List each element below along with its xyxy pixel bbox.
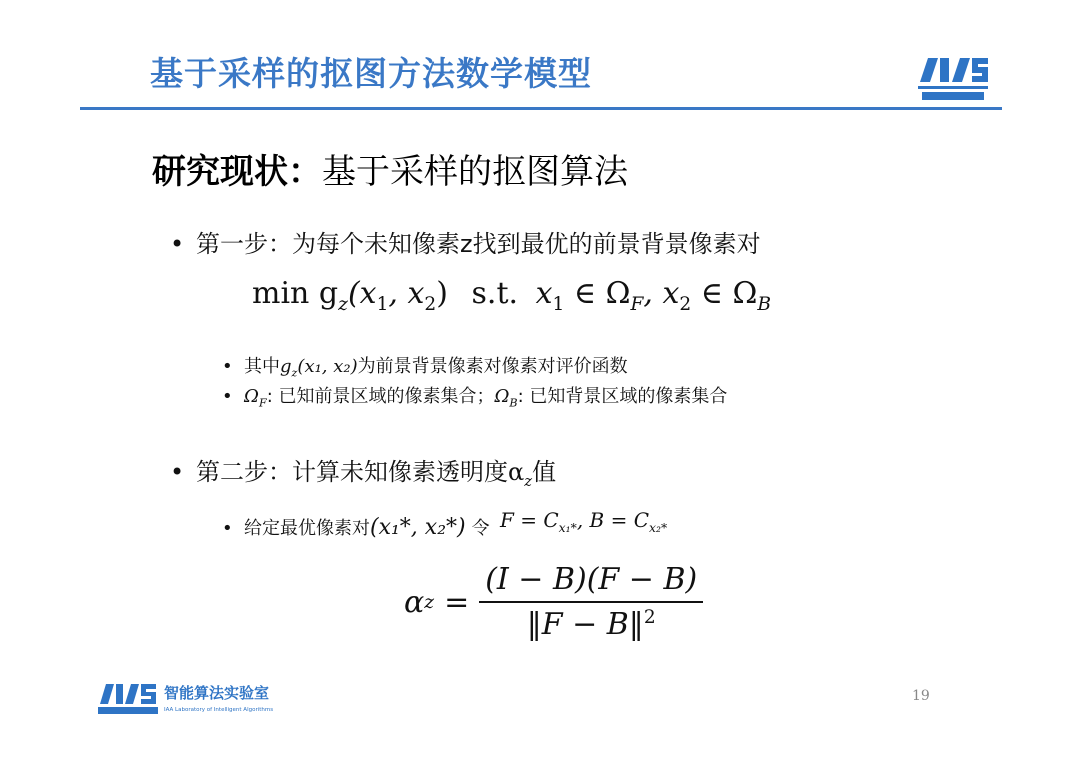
note-sample-sets: • $\Omega_F$: 已知前景区域的像素集合；$\Omega_B$: 已知背景区域的像素集合: [222, 386, 728, 410]
args-close: ): [436, 276, 448, 311]
step-two-text: 第二步：计算未知像素透明度: [196, 458, 508, 486]
optimization-formula: $\min g_z(x_1$, $x_2$) s.t. $x_1$ ∈ $\Omega_F$, $x_2$ ∈ $\Omega_B$: [252, 276, 772, 315]
x1-subscript: 1: [376, 294, 389, 315]
note-given-pair: • 给定最优像素对(x₁*, x₂*) 令: [222, 515, 490, 540]
step-two-alpha-sub: z: [524, 471, 533, 490]
assignment-formula: [500, 508, 667, 535]
omega-b-sub: B: [509, 396, 518, 410]
f-assign: F = C: [500, 508, 559, 532]
step-two-bullet: • 第二步：计算未知像素透明度$\alpha_z$值: [170, 458, 557, 490]
alpha-equals: =: [444, 584, 470, 620]
subject-to: s.t.: [471, 276, 519, 311]
g-subscript: z: [338, 294, 348, 315]
alpha-lhs: α: [404, 584, 425, 620]
omega-f-symbol: Ω: [244, 386, 259, 407]
step-two-suffix: 值: [532, 458, 557, 486]
alpha-fraction: [479, 562, 703, 642]
f-assign-sub: x₁*: [558, 520, 577, 535]
cond2-var: , x: [643, 276, 680, 311]
page-number: 19: [912, 688, 930, 704]
note3-text: 给定最优像素对: [244, 518, 370, 539]
alpha-den-norm: ‖F − B‖: [526, 607, 644, 642]
lab-logo-footer: [98, 680, 308, 716]
b-assign: , B = C: [576, 508, 649, 532]
omega-f-sub: F: [258, 396, 267, 410]
step-one-text: 第一步：为每个未知像素z找到最优的前景背景像素对: [196, 230, 761, 258]
step-two-alpha: α: [508, 458, 525, 486]
note-evaluation-function: • 其中$g_z(x_1$, x₂)为前景背景像素对像素对评价函数: [222, 356, 628, 380]
omega-b-subscript: B: [757, 294, 772, 315]
note1-args: (x₁, x₂): [297, 356, 358, 377]
note1-suffix: 为前景背景像素对像素对评价函数: [357, 356, 628, 377]
note1-prefix: 其中: [244, 356, 280, 377]
alpha-denominator: [527, 603, 656, 642]
title-divider: [80, 107, 1002, 110]
subtitle-rest: 基于采样的抠图算法: [322, 152, 628, 192]
in-omega-f: ∈ Ω: [564, 276, 631, 311]
alpha-formula: [404, 562, 703, 642]
omega-b-desc: : 已知背景区域的像素集合: [517, 386, 728, 407]
section-subtitle: [152, 144, 628, 193]
alpha-lhs-sub: z: [424, 591, 435, 613]
x2-subscript: 2: [424, 294, 437, 315]
lab-english-text: IAA Laboratory of Intelligent Algorithms: [164, 707, 274, 713]
alpha-den-power: 2: [643, 607, 656, 628]
subtitle-bold: 研究现状：: [152, 152, 322, 192]
in-omega-b: ∈ Ω: [691, 276, 758, 311]
b-assign-sub: x₂*: [649, 520, 668, 535]
lab-name-text: 智能算法实验室: [164, 684, 270, 702]
omega-f-subscript: F: [630, 294, 644, 315]
note3-ling: 令: [471, 518, 490, 539]
omega-f-desc: : 已知前景区域的像素集合；: [266, 386, 495, 407]
slide-title: 基于采样的抠图方法数学模型: [150, 54, 592, 93]
min-operator: min: [252, 276, 310, 311]
step-one-bullet: • 第一步：为每个未知像素z找到最优的前景背景像素对: [170, 230, 761, 258]
note1-g-sub: z: [291, 366, 298, 380]
cond1-var: x: [535, 276, 553, 311]
args-open: (x: [347, 276, 377, 311]
note1-g: g: [280, 356, 292, 377]
alpha-numerator: (I − B)(F − B): [485, 562, 698, 597]
cond2-subscript: 2: [679, 294, 692, 315]
cond1-subscript: 1: [552, 294, 565, 315]
omega-b-symbol: Ω: [494, 386, 510, 407]
iais-logo: [916, 52, 990, 104]
note3-pair: (x₁*, x₂*): [370, 515, 466, 540]
